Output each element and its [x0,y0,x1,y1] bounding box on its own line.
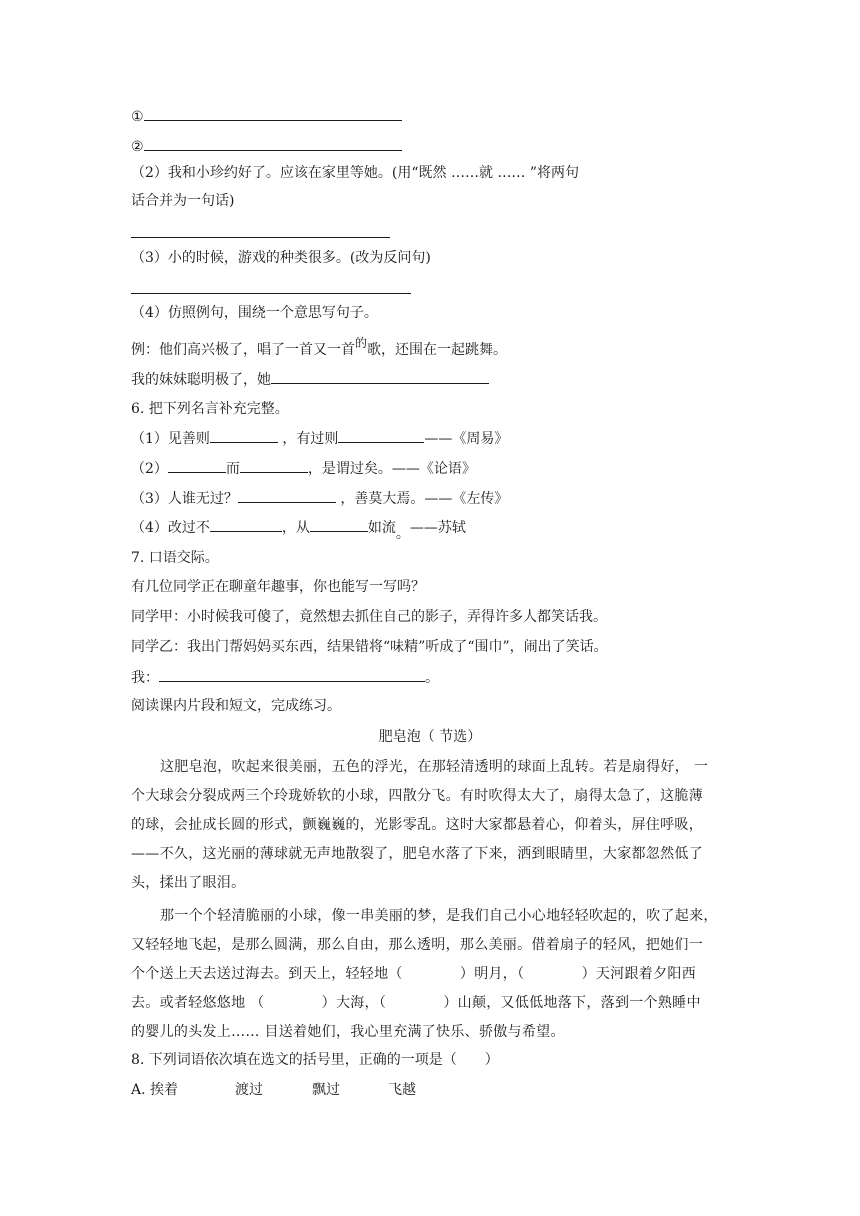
option-a-word-3: 飘过 [312,1082,340,1098]
option-a-word-4: 飞越 [388,1082,416,1098]
blank-sister[interactable] [271,369,489,384]
passage-line: 个个送上天去送过海去。到天上，轻轻地（ ）明月，（ ）天河跟着夕阳西 [131,966,696,982]
q8-heading: 8. 下列词语依次填在选文的括号里，正确的一项是（ ） [131,1052,499,1068]
option-a-word-2: 渡过 [235,1082,263,1098]
passage-paragraph-2 [131,902,741,1047]
passage-line: 个大球会分裂成两三个玲珑娇软的小球，四散分飞。有时吹得太大了，扇得太急了，这脆薄 [131,788,703,804]
q6-line-3: （3）人谁无过？ ，善莫大焉。——《左传》 [131,488,508,509]
q7-student-b: 同学乙：我出门帮妈妈买东西，结果错将“味精”听成了“围巾”，闹出了笑话。 [131,639,608,655]
passage-line: 那一个个轻清脆丽的小球，像一串美丽的梦，是我们自己小心地轻轻吹起的，吹了起来， [160,908,718,924]
q7-heading: 7. 口语交际。 [131,550,219,566]
passage-line: 去。或者轻悠悠地 （ ）大海，（ ）山颠，又低低地落下，落到一个熟睡中 [131,995,701,1011]
answer-line-1: ① [131,106,402,127]
blank-q6-3[interactable] [238,488,336,503]
q7-intro: 有几位同学正在聊童年趣事，你也能写一写吗？ [131,579,425,595]
q8-option-a[interactable] [131,1080,416,1100]
passage-title: 肥皂泡（ 节选） [378,729,482,745]
passage-line: 头，揉出了眼泪。 [131,875,246,891]
blank-q7-me[interactable] [159,667,425,682]
blank-q6-4a[interactable] [210,517,282,532]
blank-2[interactable] [144,136,402,151]
blank-1[interactable] [144,106,402,121]
blank-q6-1a[interactable] [210,428,278,443]
option-a-word-1: A. 挨着 [131,1082,179,1098]
answer-line-s2[interactable] [131,236,390,238]
q6-line-4: （4）改过不 ，从 如流。——苏轼 [131,517,466,538]
passage-line: ——不久，这光丽的薄球就无声地散裂了，肥皂水落了下来，洒到眼睛里，大家都忽然低了 [131,846,703,862]
passage-line: 的球，会扯成长圆的形式，颤巍巍的，光影零乱。这时大家都悬着心，仰着头，屏住呼吸， [131,817,703,833]
blank-q6-4b[interactable] [310,517,368,532]
passage-line: 又轻轻地飞起，是那么圆满，那么自由，那么透明，那么美丽。借着扇子的轻风，把她们一 [131,937,703,953]
q5-s3: （3）小的时候，游戏的种类很多。(改为反问句) [131,250,431,266]
q5-s2-line1: （2）我和小珍约好了。应该在家里等她。(用“既然 ……就 …… ”将两句 [131,165,580,181]
passage-line: 这肥皂泡，吹起来很美丽，五色的浮光，在那轻清透明的球面上乱转。若是扇得好， 一 [160,759,709,775]
q5-sister: 我的妹妹聪明极了，她 [131,369,489,390]
q6-line-1: （1）见善则 ，有过则 ——《周易》 [131,428,508,449]
blank-q6-2b[interactable] [240,458,308,473]
passage-line: 的婴儿的头发上…… 目送着她们，我心里充满了快乐、骄傲与希望。 [131,1024,565,1040]
q7-student-a: 同学甲：小时候我可傻了，竟然想去抓住自己的影子，弄得许多人都笑话我。 [131,609,607,625]
q6-line-2: （2） 而 ，是谓过矣。——《论语》 [131,458,476,479]
q5-s2-line2: 话合并为一句话) [131,193,235,209]
reading-intro: 阅读课内片段和短文，完成练习。 [131,698,341,714]
answer-line-s3[interactable] [131,292,411,294]
blank-q6-1b[interactable] [338,428,424,443]
q6-heading: 6. 把下列名言补充完整。 [131,401,289,417]
q5-s4: （4）仿照例句，围绕一个意思写句子。 [131,305,378,321]
q5-example: 例：他们高兴极了，唱了一首又一首的歌，还围在一起跳舞。 [131,336,508,358]
q7-me: 我： 。 [131,667,439,688]
answer-line-2: ② [131,136,402,157]
passage-paragraph-1 [131,753,741,898]
blank-q6-2a[interactable] [168,458,226,473]
